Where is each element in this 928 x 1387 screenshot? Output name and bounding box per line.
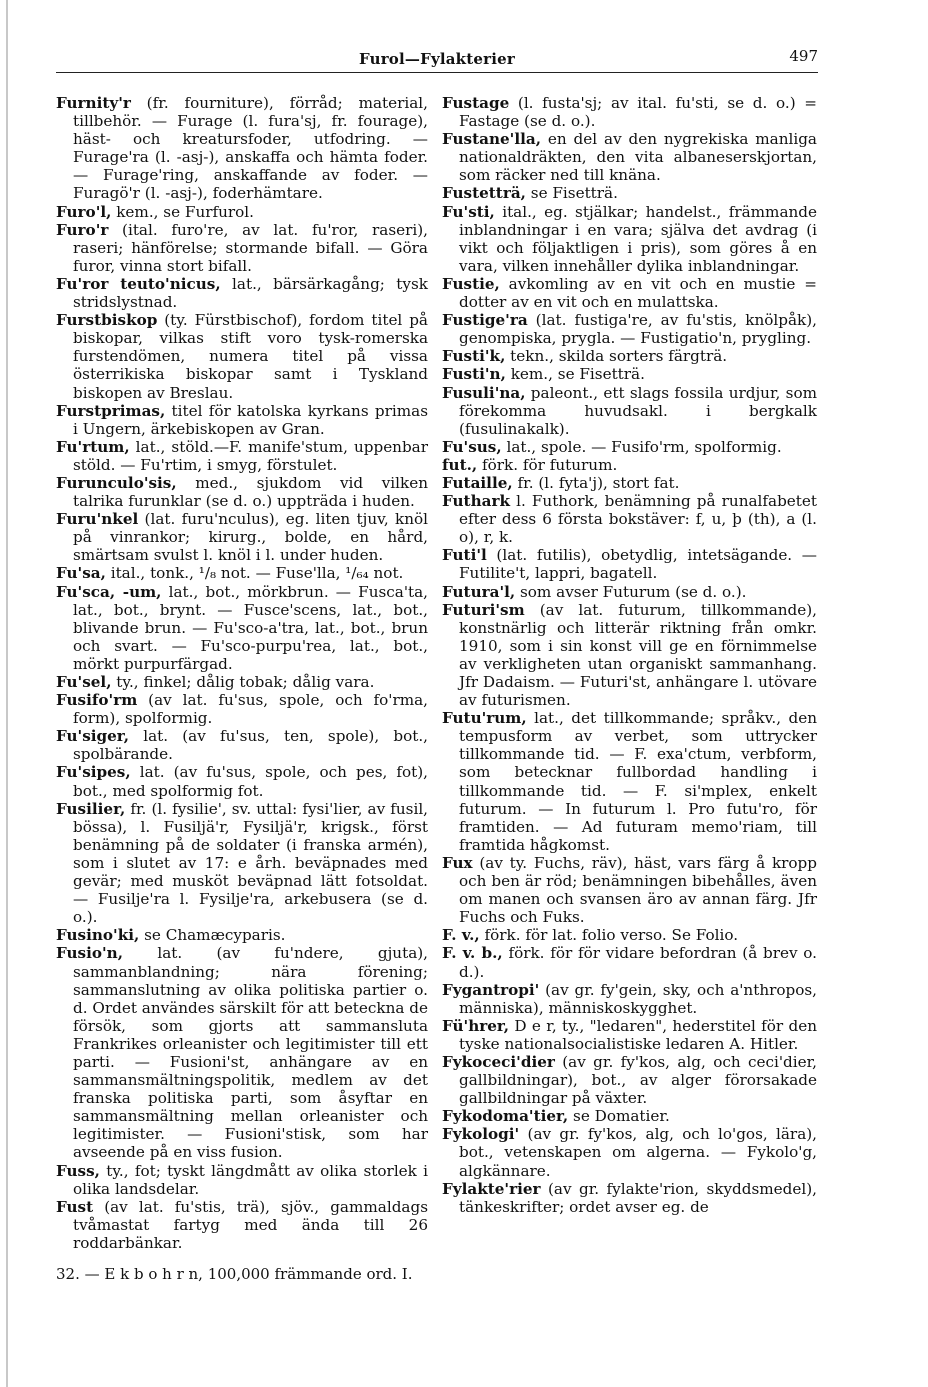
entry-headword: Futi'l xyxy=(442,546,487,565)
entry-headword: Fusilier, xyxy=(56,799,126,818)
entry-definition: förk. för för vidare befordran (å brev o. d.). xyxy=(459,944,817,981)
entry-definition: ital., eg. stjälkar; handelst., främmande inblandningar i en vara; själva det avdrag (i vikt och följaktligen i pris), som göres å en vara, vilken innehåller dylika inblandningar. xyxy=(459,202,817,275)
entry-definition: fr. (l. fyta'j), stort fat. xyxy=(512,473,680,492)
entry-definition: förk. för futurum. xyxy=(477,455,618,474)
entry-headword: Futu'rum, xyxy=(442,709,527,728)
entry-definition: tekn., skilda sorters färgträ. xyxy=(505,347,728,366)
entry-definition: lat., stöld.—F. manife'stum, uppenbar stöld. — Fu'rtim, i smyg, förstulet. xyxy=(73,437,428,474)
entry-definition: (av lat. fu'stis, trä), sjöv., gammaldags tvåmastat fartyg med ända till 26 roddarbänkar. xyxy=(73,1197,428,1252)
entry-headword: Futaille, xyxy=(442,473,513,492)
dictionary-entry xyxy=(56,1162,428,1198)
left-column xyxy=(56,94,428,1252)
dictionary-entry xyxy=(56,691,428,727)
page-header xyxy=(56,47,818,73)
entry-definition: (ital. furo're, av lat. fu'ror, raseri), raseri; hänförelse; stormande bifall. — Göra furor, vinna stort bifall. xyxy=(73,220,428,275)
entry-definition: lat., bot., mörkbrun. — Fusca'ta, lat., bot., brynt. — Fusce'scens, lat., bot., blivande brun. — Fu'sco-a'tra, lat., bot., brun och svart. — Fu'sco-purpu'rea, lat., bot., mörkt purpurfärgad. xyxy=(73,582,428,673)
dictionary-entry xyxy=(56,474,428,510)
entry-headword: Furo'l, xyxy=(56,202,112,221)
entry-headword: Fygantropi' xyxy=(442,980,540,999)
entry-headword: Furnity'r xyxy=(56,94,131,112)
dictionary-entry xyxy=(442,1107,817,1125)
entry-headword: Furu'nkel xyxy=(56,510,139,529)
entry-headword: Fu'ror teuto'nicus, xyxy=(56,274,221,293)
entry-headword: Fu'sti, xyxy=(442,202,495,221)
right-column xyxy=(442,94,817,1216)
entry-headword: Furo'r xyxy=(56,220,109,239)
entry-headword: Fust xyxy=(56,1197,94,1216)
entry-headword: Fusti'n, xyxy=(442,365,506,384)
entry-headword: Fu'sus, xyxy=(442,437,502,456)
entry-definition: se Domatier. xyxy=(568,1107,670,1126)
entry-headword: Fustane'lla, xyxy=(442,130,541,149)
dictionary-entry xyxy=(442,1053,817,1107)
dictionary-entry xyxy=(56,311,428,401)
dictionary-entry xyxy=(442,601,817,710)
entry-definition: lat. (av fu'sus, spole, och pes, fot), bot., med spolformig fot. xyxy=(73,763,428,800)
entry-headword: Futuri'sm xyxy=(442,600,525,619)
entry-definition: (ty. Fürstbischof), fordom titel på biskopar, vilkas stift voro tysk-romerska furstendömen, numera titel på vissa österrikiska biskopar samt i Tyskland biskopen av Breslau. xyxy=(73,311,428,402)
dictionary-entry xyxy=(56,275,428,311)
dictionary-entry xyxy=(442,184,817,202)
dictionary-entry xyxy=(56,926,428,944)
entry-definition: ty., finkel; dålig tobak; dålig vara. xyxy=(111,673,375,691)
entry-headword: Fuss, xyxy=(56,1161,100,1180)
entry-headword: Furstprimas, xyxy=(56,401,166,420)
dictionary-entry xyxy=(56,402,428,438)
dictionary-entry xyxy=(442,1180,817,1216)
entry-headword: Futhark xyxy=(442,492,510,511)
dictionary-entry xyxy=(56,438,428,474)
entry-definition: se Fisetträ. xyxy=(525,184,618,203)
entry-headword: Fykodoma'tier, xyxy=(442,1107,569,1126)
entry-headword: Fylakte'rier xyxy=(442,1179,541,1198)
entry-definition: ty., fot; tyskt längdmått av olika storlek i olika landsdelar. xyxy=(73,1161,428,1198)
dictionary-entry xyxy=(442,583,817,601)
entry-definition: se Chamæcyparis. xyxy=(139,926,286,945)
entry-definition: l. Futhork, benämning på runalfabetet efter dess 6 första bokstäver: f, u, þ (th), a (l. o), r, k. xyxy=(459,492,817,547)
entry-definition: lat. (av fu'sus, ten, spole), bot., spolbärande. xyxy=(73,727,428,764)
entry-headword: F. v. b., xyxy=(442,944,503,963)
entry-definition: (av gr. fy'kos, alg, och lo'gos, lära), bot., vetenskapen om algerna. — Fykolo'g, algkännare. xyxy=(459,1125,817,1180)
entry-definition: lat., det tillkommande; språkv., den tempusform av verbet, som uttrycker tillkommande tid. — F. exa'ctum, verbform, som betecknar fullbordad handling i tillkommande tid. — F. si'mplex, enkelt futurum. — In futurum l. Pro futu'ro, för framtiden. — Ad futuram memo'riam, till framtida hågkomst. xyxy=(459,709,817,854)
entry-headword: fut., xyxy=(442,455,478,474)
entry-definition: (lat. futilis), obetydlig, intetsägande. — Futilite't, lappri, bagatell. xyxy=(459,546,817,583)
entry-headword: Fu'sca, -um, xyxy=(56,582,162,601)
dictionary-entry xyxy=(56,94,428,203)
dictionary-entry xyxy=(56,1198,428,1252)
entry-definition: (av gr. fy'kos, alg, och ceci'dier, gallbildningar), bot., av alger förorsakade gallbildningar på växter. xyxy=(459,1052,817,1108)
entry-definition: lat., spole. — Fusifo'rm, spolformig. xyxy=(501,437,782,456)
dictionary-entry xyxy=(442,347,817,365)
dictionary-entry xyxy=(442,546,817,582)
dictionary-entry xyxy=(56,583,428,673)
entry-definition: (av ty. Fuchs, räv), häst, vars färg å kropp och ben är röd; benämningen bibehålles, även om manen och svansen äro av annan färg. Jfr Fuchs och Fuks. xyxy=(459,853,817,927)
entry-headword: Futura'l, xyxy=(442,582,516,601)
dictionary-entry xyxy=(56,673,428,691)
entry-definition: (l. fusta'sj; av ital. fu'sti, se d. o.) = Fastage (se d. o.). xyxy=(459,94,817,131)
entry-headword: Fusti'k, xyxy=(442,347,506,366)
entry-definition: (av lat. futurum, tillkommande), konstnärlig och litterär riktning från omkr. 1910, som i sin konst vill ge en förnimmelse av verkligheten utan organiskt sammanhang. Jfr Dadaism. — Futuri'st, anhängare l. utövare av futurismen. xyxy=(459,600,817,710)
entry-definition: (av gr. fy'gein, sky, och a'nthropos, människa), människoskygghet. xyxy=(459,980,817,1017)
dictionary-entry xyxy=(56,800,428,927)
entry-definition: kem., se Fisetträ. xyxy=(505,365,645,384)
entry-headword: Fu'rtum, xyxy=(56,437,130,456)
entry-definition: en del av den nygrekiska manliga nationaldräkten, den vita albaneserskjortan, som räcker ned till knäna. xyxy=(459,130,817,185)
entry-definition: D e r, ty., "ledaren", hederstitel för den tyske nationalsocialistiske ledaren A. Hitler. xyxy=(459,1016,817,1053)
dictionary-entry xyxy=(442,438,817,456)
dictionary-entry xyxy=(56,944,428,1161)
entry-headword: Furunculo'sis, xyxy=(56,473,177,492)
dictionary-entry xyxy=(442,1125,817,1179)
entry-headword: Fu'siger, xyxy=(56,727,129,746)
entry-headword: Fykologi' xyxy=(442,1125,520,1144)
entry-headword: Fusio'n, xyxy=(56,944,123,963)
dictionary-entry xyxy=(442,854,817,926)
dictionary-entry xyxy=(56,727,428,763)
entry-definition: (av gr. fylakte'rion, skyddsmedel), tänkeskrifter; ordet avser eg. de xyxy=(459,1179,817,1216)
entry-definition: kem., se Furfurol. xyxy=(111,202,254,221)
entry-definition: titel för katolska kyrkans primas i Ungern, ärkebiskopen av Gran. xyxy=(73,401,428,438)
entry-definition: (av lat. fu'sus, spole, och fo'rma, form), spolformig. xyxy=(73,691,428,728)
dictionary-entry xyxy=(56,510,428,564)
entry-definition: avkomling av en vit och en mustie = dotter av en vit och en mulattska. xyxy=(459,274,817,312)
dictionary-entry xyxy=(56,564,428,582)
entry-headword: F. v., xyxy=(442,926,480,945)
entry-definition: med., sjukdom vid vilken talrika furunklar (se d. o.) uppträda i huden. xyxy=(73,473,428,511)
entry-definition: paleont., ett slags fossila urdjur, som förekomma huvudsakl. i bergkalk (fusulinakalk). xyxy=(459,383,817,438)
dictionary-entry xyxy=(442,365,817,383)
entry-headword: Fusino'ki, xyxy=(56,926,140,945)
entry-headword: Fustige'ra xyxy=(442,311,528,330)
entry-headword: Fusuli'na, xyxy=(442,383,526,402)
dictionary-entry xyxy=(442,709,817,854)
dictionary-entry xyxy=(442,384,817,438)
entry-definition: lat. (av fu'ndere, gjuta), sammanblandning; nära förening; sammanslutning av olika politiska partier o. d. Ordet användes särskilt för att beteckna de försök, som gjorts att sammansluta Frankrikes orleanister och legitimister till ett parti. — Fusioni'st, anhängare av en sammansmältningspolitik, medlem av det franska politiska parti, som åsyftar en sammansmältning mellan orleanister och legitimister. — Fusioni'stisk, som har avseende på en viss fusion. xyxy=(73,944,428,1162)
page-title: Furol—Fylakterier xyxy=(359,50,515,68)
dictionary-entry xyxy=(56,203,428,221)
entry-headword: Fu'sa, xyxy=(56,564,106,583)
dictionary-entry xyxy=(442,130,817,184)
entry-headword: Fu'sipes, xyxy=(56,763,131,782)
dictionary-entry xyxy=(442,926,817,944)
entry-definition: som avser Futurum (se d. o.). xyxy=(515,582,747,601)
dictionary-entry xyxy=(56,221,428,275)
entry-headword: Fykoceci'dier xyxy=(442,1052,555,1071)
dictionary-entry xyxy=(442,474,817,492)
dictionary-entry xyxy=(442,311,817,347)
page-edge xyxy=(6,0,8,1387)
dictionary-entry xyxy=(442,1017,817,1053)
entry-headword: Fustetträ, xyxy=(442,184,526,203)
dictionary-entry xyxy=(56,763,428,799)
entry-headword: Fü'hrer, xyxy=(442,1016,510,1035)
dictionary-entry xyxy=(442,275,817,311)
entry-definition: (fr. fourniture), förråd; material, tillbehör. — Furage (l. fura'sj, fr. fourage), häst- och kreatursfoder, utfodring. — Furage'ra (l. -asj-), anskaffa och hämta foder. — Furage'ring, anskaffande av foder. — Furagö'r (l. -asj-), foderhämtare. xyxy=(73,94,428,203)
page-number: 497 xyxy=(789,47,818,65)
entry-definition: (lat. fustiga're, av fu'stis, knölpåk), genompiska, prygla. — Fustigatio'n, prygling. xyxy=(459,311,817,348)
entry-definition: förk. för lat. folio verso. Se Folio. xyxy=(479,926,739,945)
page-footer: 32. — E k b o h r n, 100,000 främmande ord. I. xyxy=(56,1265,413,1283)
entry-headword: Fustage xyxy=(442,94,510,112)
entry-headword: Fusifo'rm xyxy=(56,691,138,710)
entry-headword: Fustie, xyxy=(442,274,500,293)
entry-definition: (lat. furu'nculus), eg. liten tjuv, knöl på vinrankor; kirurg., bolde, en hård, smärtsam svulst l. knöl i l. under huden. xyxy=(73,510,428,565)
dictionary-entry xyxy=(442,456,817,474)
entry-definition: ital., tonk., ¹/₈ not. — Fuse'lla, ¹/₆₄ not. xyxy=(105,564,404,583)
dictionary-entry xyxy=(442,981,817,1017)
entry-definition: lat., bärsärkagång; tysk stridslystnad. xyxy=(73,274,428,312)
dictionary-entry xyxy=(442,203,817,275)
dictionary-entry xyxy=(442,944,817,980)
entry-definition: fr. (l. fysilie', sv. uttal: fysi'lier, av fusil, bössa), l. Fusiljä'r, Fysiljä'r, krigsk., först benämning på de soldater (i franska armén), som i slutet av 17: e årh. beväpnades med gevär; med musköt beväpnad lätt fotsoldat. — Fusilje'ra l. Fysilje'ra, arkebusera (se d. o.). xyxy=(73,799,428,927)
entry-headword: Fux xyxy=(442,853,473,872)
dictionary-entry xyxy=(442,492,817,546)
entry-headword: Furstbiskop xyxy=(56,311,158,330)
dictionary-entry xyxy=(442,94,817,130)
entry-headword: Fu'sel, xyxy=(56,673,112,691)
